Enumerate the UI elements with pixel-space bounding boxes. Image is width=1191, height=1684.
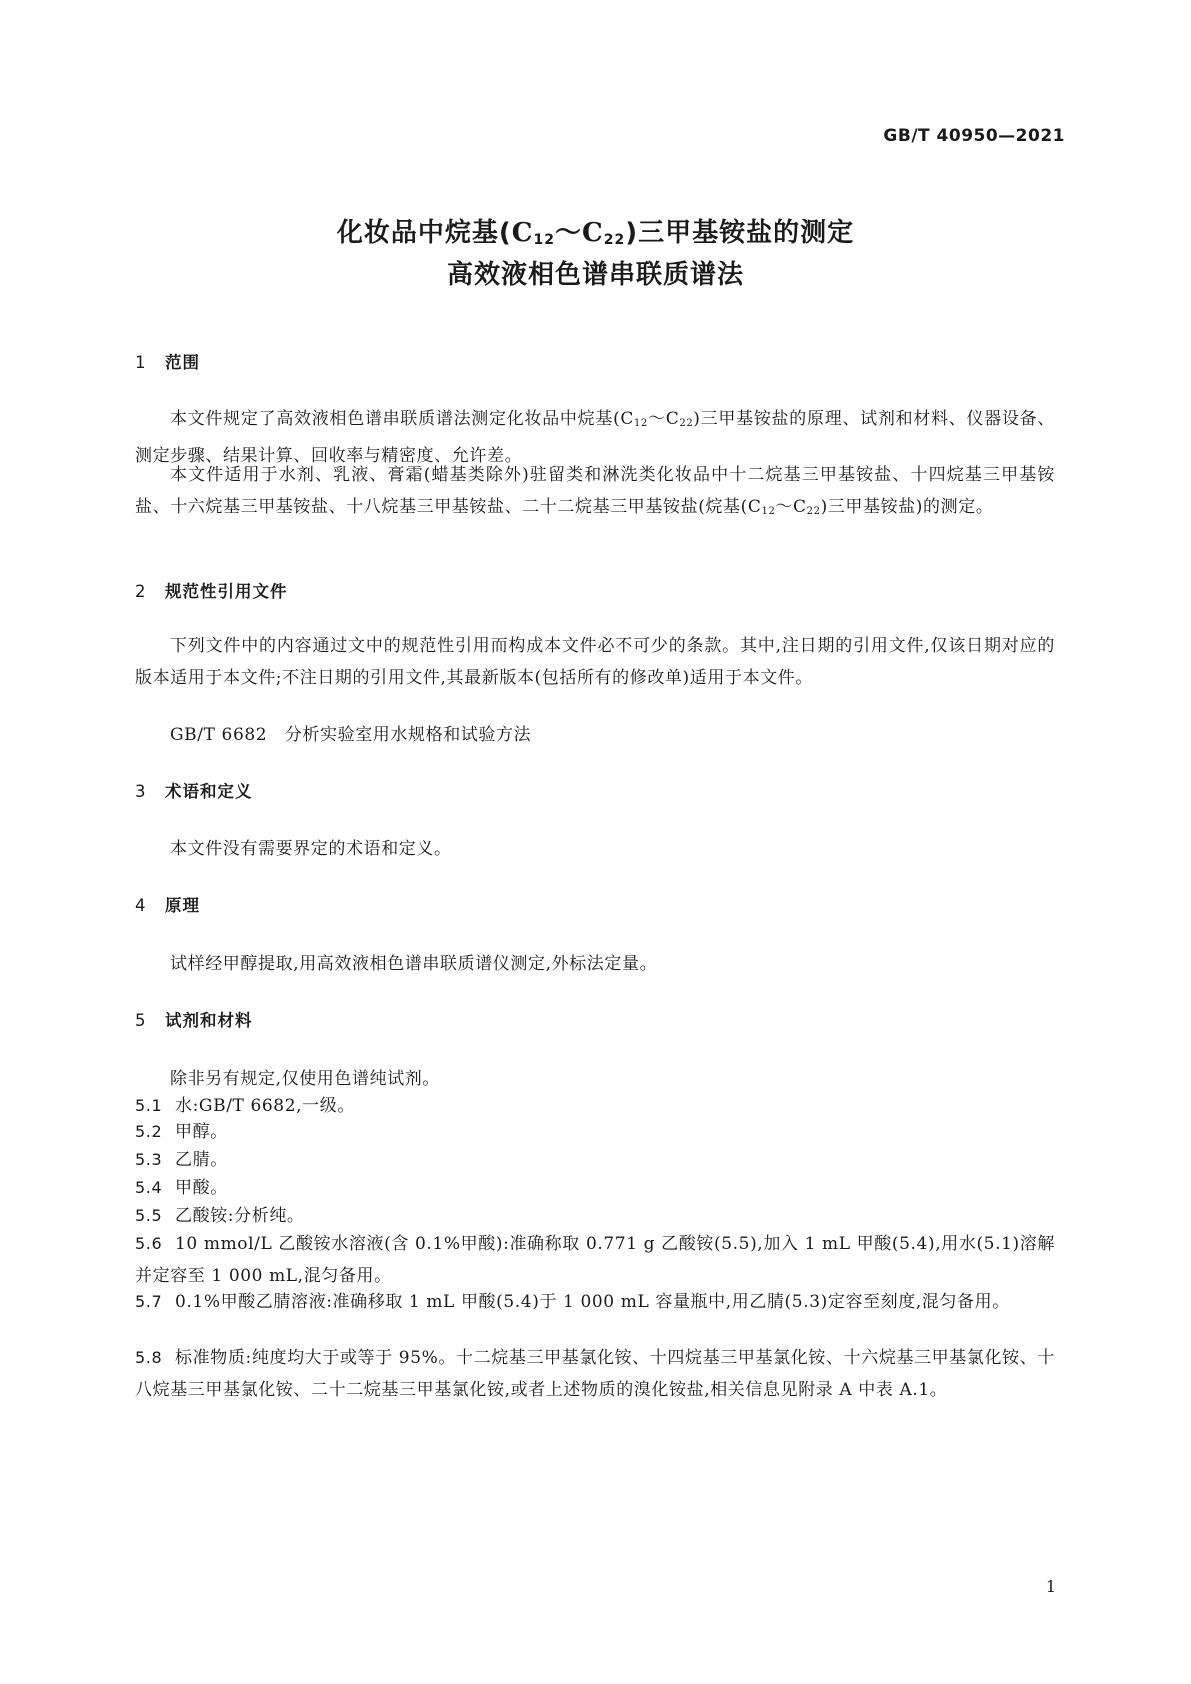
section-3-heading: 3 术语和定义 xyxy=(135,782,253,801)
document-title-line1: 化妆品中烷基$(C_{12}\sim C_{22})$三甲基铵盐的测定 xyxy=(336,218,855,248)
clause-5-5: 5.5 乙酸铵:分析纯。 xyxy=(135,1206,305,1226)
clause-5-2: 5.2 甲醇。 xyxy=(135,1122,228,1142)
section-2-heading: 2 规范性引用文件 xyxy=(135,582,288,601)
clause-5-7: 5.7 0.1%甲酸乙腈溶液:准确移取 1 mL 甲酸(5.4)于 1 000 mL 容量瓶中,用乙腈(5.3)定容至刻度,混匀备用。 xyxy=(135,1292,1010,1312)
section-5-intro: 除非另有规定,仅使用色谱纯试剂。 xyxy=(170,1069,441,1089)
section-4-heading: 4 原理 xyxy=(135,896,200,915)
section-5-heading: 5 试剂和材料 xyxy=(135,1011,253,1030)
clause-5-4: 5.4 甲酸。 xyxy=(135,1178,228,1198)
section-2-paragraph: 下列文件中的内容通过文中的规范性引用而构成本文件必不可少的条款。其中,注日期的引用文件,仅该日期对应的版本适用于本文件;不注日期的引用文件,其最新版本(包括所有的修改单)适用于本文件。 xyxy=(135,636,1055,688)
section-1-paragraph-1: 本文件规定了高效液相色谱串联质谱法测定化妆品中烷基$(C_{12}\sim C_{22})$三甲基铵盐的原理、试剂和材料、仪器设备、测定步骤、结果计算、回收率与精密度、允许差。 xyxy=(135,409,1056,466)
section-1-heading: 1 范围 xyxy=(135,353,200,372)
document-title-line2: 高效液相色谱串联质谱法 xyxy=(446,260,744,290)
section-3-paragraph: 本文件没有需要界定的术语和定义。 xyxy=(170,839,452,859)
clause-5-3: 5.3 乙腈。 xyxy=(135,1150,228,1170)
clause-5-8: 5.8 标准物质:纯度均大于或等于 95%。十二烷基三甲基氯化铵、十四烷基三甲基氯化铵、十六烷基三甲基氯化铵、十八烷基三甲基氯化铵、二十二烷基三甲基氯化铵,或者上述物质的溴化铵盐,相关信息见附录 A 中表 A.1。 xyxy=(135,1348,1055,1400)
normative-reference: GB/T 6682 分析实验室用水规格和试验方法 xyxy=(170,725,532,745)
clause-5-1: 5.1 水:GB/T 6682,一级。 xyxy=(135,1096,355,1116)
section-1-paragraph-2: 本文件适用于水剂、乳液、膏霜(蜡基类除外)驻留类和淋洗类化妆品中十二烷基三甲基铵盐、十四烷基三甲基铵盐、十六烷基三甲基铵盐、十八烷基三甲基铵盐、二十二烷基三甲基铵盐(烷基$(C_{12}\sim C_{22})$三甲基铵盐)的测定。 xyxy=(135,465,1055,517)
section-4-paragraph: 试样经甲醇提取,用高效液相色谱串联质谱仪测定,外标法定量。 xyxy=(170,954,658,974)
standard-number: GB/T 40950—2021 xyxy=(883,126,1065,146)
clause-5-6: 5.6 10 mmol/L 乙酸铵水溶液(含 0.1%甲酸):准确称取 0.771 g 乙酸铵(5.5),加入 1 mL 甲酸(5.4),用水(5.1)溶解并定容至 1 000 mL,混匀备用。 xyxy=(135,1234,1055,1286)
page-number: 1 xyxy=(1045,1577,1056,1596)
